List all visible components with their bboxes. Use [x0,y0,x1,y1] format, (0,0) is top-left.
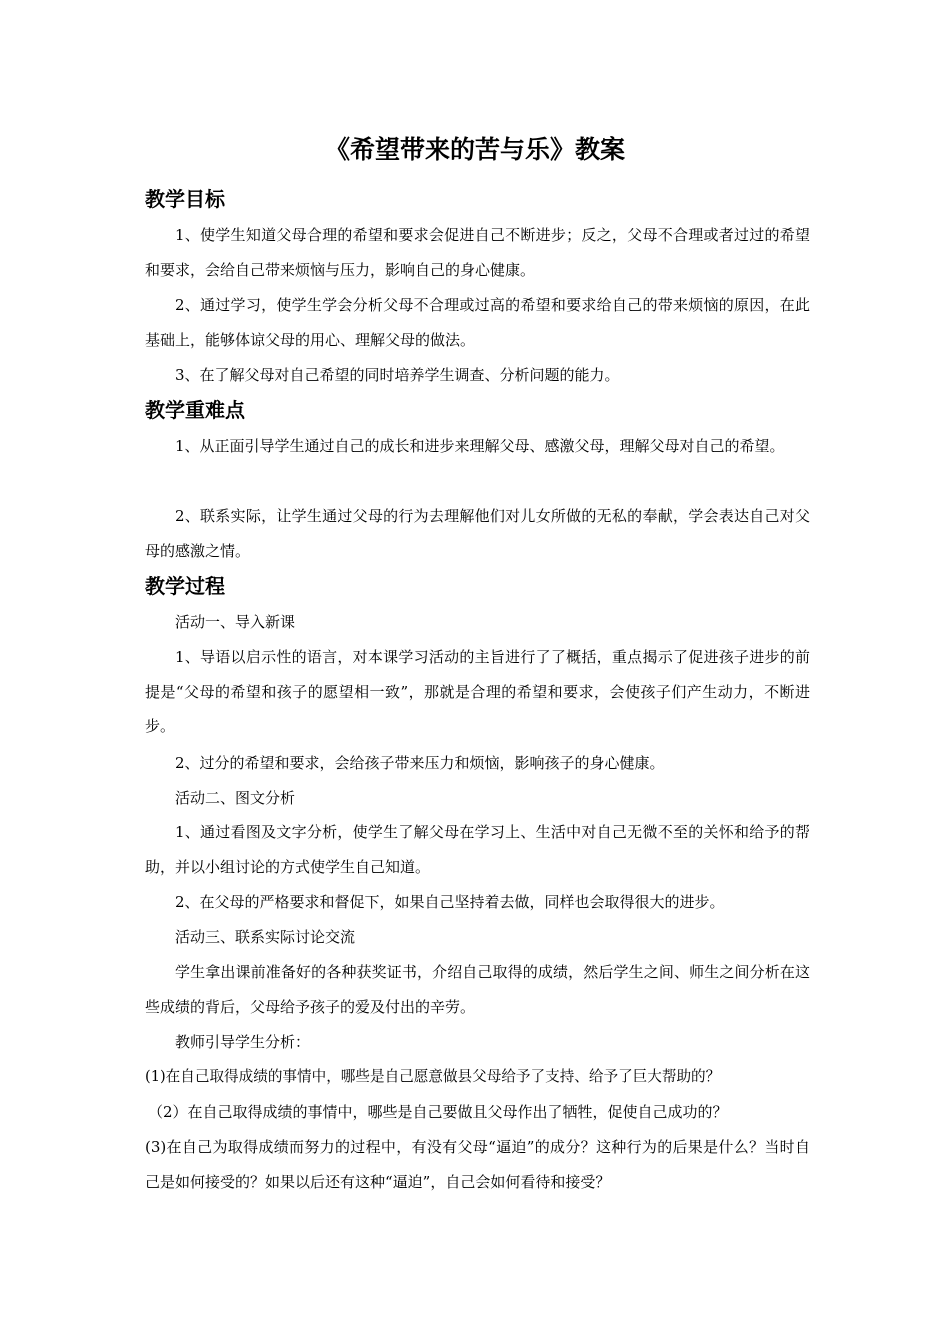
heading-teaching-objectives: 教学目标 [145,187,225,211]
paragraph: 2、联系实际，让学生通过父母的行为去理解他们对儿女所做的无私的奉献，学会表达自己对父母的感激之情。 [145,507,810,560]
activity-heading: 活动三、联系实际讨论交流 [175,928,356,946]
paragraph: 教师引导学生分析： [175,1033,311,1051]
paragraph: 1、导语以启示性的语言，对本课学习活动的主旨进行了了概括，重点揭示了促进孩子进步的前提是“父母的希望和孩子的愿望相一致”，那就是合理的希望和要求，会使孩子们产生动力，不断进步。 [145,648,810,735]
question-item: (1)在自己取得成绩的事情中，哪些是自己愿意做县父母给予了支持、给予了巨大帮助的？ [145,1068,721,1085]
question-item: （2）在自己取得成绩的事情中，哪些是自己要做且父母作出了牺牲，促使自己成功的？ [148,1103,728,1121]
paragraph: 学生拿出课前准备好的各种获奖证书，介绍自己取得的成绩，然后学生之间、师生之间分析在这些成绩的背后，父母给予孩子的爱及付出的辛劳。 [145,963,810,1016]
activity-heading: 活动二、图文分析 [175,789,296,807]
paragraph: 2、通过学习，使学生学会分析父母不合理或过高的希望和要求给自己的带来烦恼的原因，在此基础上，能够体谅父母的用心、理解父母的做法。 [145,296,810,349]
paragraph: 1、通过看图及文字分析，使学生了解父母在学习上、生活中对自己无微不至的关怀和给予的帮助，并以小组讨论的方式使学生自己知道。 [145,823,810,876]
paragraph: 2、过分的希望和要求，会给孩子带来压力和烦恼，影响孩子的身心健康。 [175,754,665,772]
paragraph: 1、使学生知道父母合理的希望和要求会促进自己不断进步；反之，父母不合理或者过过的希望和要求，会给自己带来烦恼与压力，影响自己的身心健康。 [145,226,810,279]
paragraph: 1、从正面引导学生通过自己的成长和进步来理解父母、感激父母，理解父母对自己的希望。 [175,437,785,455]
question-item: (3)在自己为取得成绩而努力的过程中，有没有父母“逼迫”的成分？这种行为的后果是什么？当时自己是如何接受的？如果以后还有这种“逼迫”，自己会如何看待和接受？ [145,1138,810,1191]
activity-heading: 活动一、导入新课 [175,613,296,631]
heading-key-points: 教学重难点 [145,398,245,422]
heading-teaching-process: 教学过程 [145,574,225,598]
document-title: 《希望带来的苦与乐》教案 [324,135,625,164]
paragraph: 2、在父母的严格要求和督促下，如果自己坚持着去做，同样也会取得很大的进步。 [175,893,725,911]
paragraph: 3、在了解父母对自己希望的同时培养学生调查、分析问题的能力。 [175,366,620,384]
